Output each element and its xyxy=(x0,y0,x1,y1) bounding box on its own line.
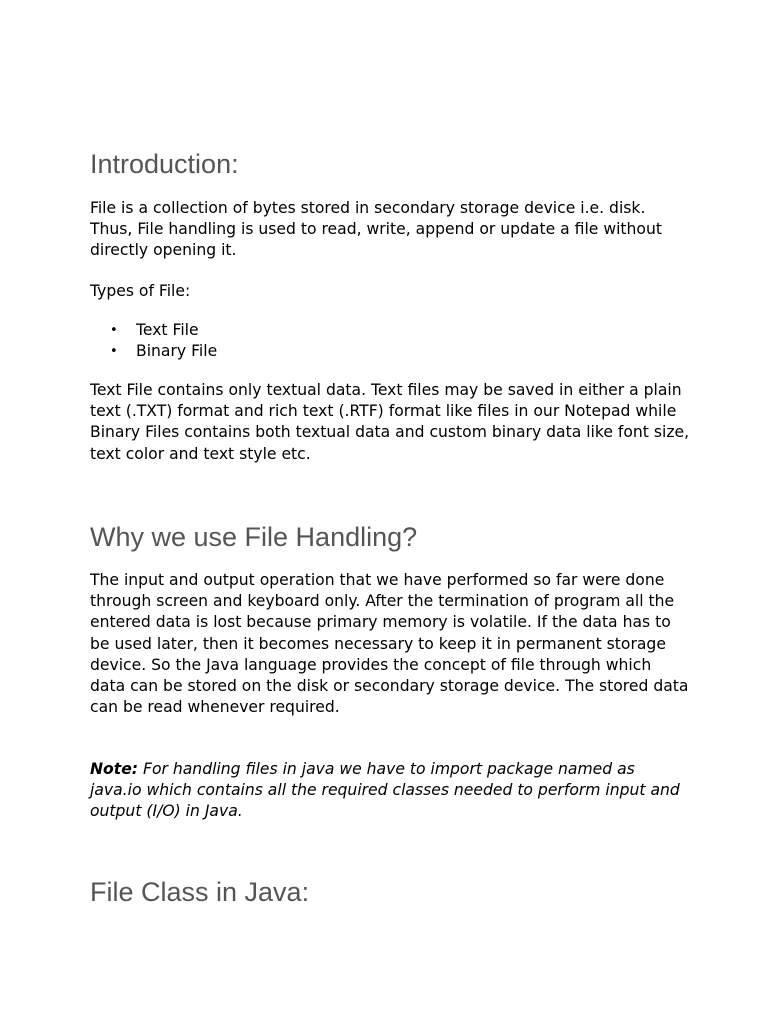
note-label: Note: xyxy=(90,760,139,778)
why-file-handling-paragraph: The input and output operation that we have performed so far were done through screen and keyboard only. After the termination of program all the entered data is lost because primary memory is volatile. If the data has to be used later, then it becomes necessary to keep it in permanent storage device. So the Java language provides the concept of file through which data can be stored on the disk or secondary storage device. The stored data can be read whenever required. xyxy=(90,571,689,717)
types-of-file-label: Types of File: xyxy=(90,282,191,300)
list-item-text: Text File xyxy=(136,321,199,339)
list-item-text: Binary File xyxy=(136,342,218,361)
note-paragraph xyxy=(90,759,690,823)
introduction-paragraph: File is a collection of bytes stored in secondary storage device i.e. disk. Thus, File handling is used to read, write, append or update a file without directly opening it. xyxy=(90,199,662,260)
why-file-handling-heading: Why we use File Handling? xyxy=(90,522,418,552)
list-item xyxy=(110,341,218,362)
bullet-icon: • xyxy=(110,323,118,338)
bullet-icon: • xyxy=(110,344,118,360)
file-class-heading: File Class in Java: xyxy=(90,877,310,907)
file-types-list xyxy=(90,320,217,362)
note-text: For handling files in java we have to import package named as java.io which contains all the required classes needed to perform input and output (I/O) in Java. xyxy=(90,760,680,821)
introduction-heading: Introduction: xyxy=(90,149,239,179)
text-file-paragraph: Text File contains only textual data. Text files may be saved in either a plain text (.TXT) format and rich text (.RTF) format like files in our Notepad while Binary Files contains both textual data and custom binary data like font size, text color and text style etc. xyxy=(90,381,690,463)
list-item xyxy=(110,320,217,341)
